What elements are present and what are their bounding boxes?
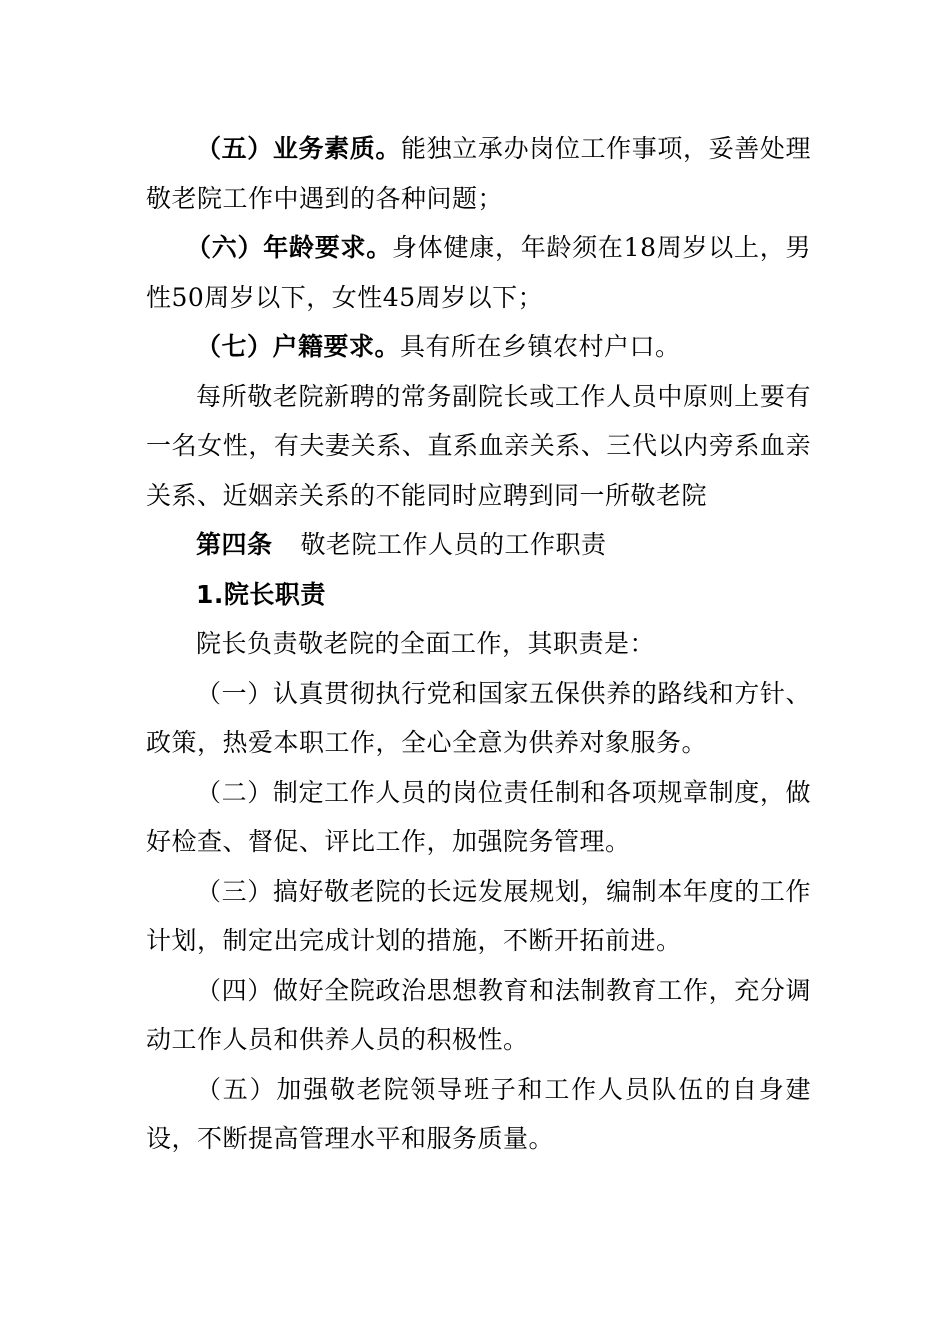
paragraph-text: 院长负责敬老院的全面工作，其职责是：: [196, 629, 656, 658]
paragraph-duty-three: [146, 867, 811, 966]
paragraph-lead: （七）户籍要求。: [196, 332, 401, 361]
paragraph-duty-two: [146, 768, 811, 867]
paragraph-text: 每所敬老院新聘的常务副院长或工作人员中原则上要有一名女性，有夫妻关系、直系血亲关系、三代以内旁系血亲关系、近姻亲关系的不能同时应聘到同一所敬老院: [146, 381, 811, 510]
paragraph-duty-five: [146, 1065, 811, 1164]
paragraph-business-quality: [146, 124, 811, 223]
document-body: [146, 124, 811, 1164]
paragraph-text: 能独立承办岗位工作事项，妥善处理敬老院工作中遇到的各种问题；: [146, 134, 811, 213]
paragraph-female-staff-rule: [146, 372, 811, 521]
section-title: 1.院长职责: [196, 579, 326, 609]
paragraph-duty-one: [146, 669, 811, 768]
paragraph-text: （三）搞好敬老院的长远发展规划，编制本年度的工作计划，制定出完成计划的措施，不断开拓前进。: [146, 876, 811, 955]
article-number: 第四条: [196, 530, 273, 559]
paragraph-text: 具有所在乡镇农村户口。: [400, 332, 681, 361]
paragraph-text: （二）制定工作人员的岗位责任制和各项规章制度，做好检查、督促、评比工作，加强院务管理。: [146, 777, 811, 856]
paragraph-lead: （六）年龄要求。: [186, 233, 392, 262]
article-title: 敬老院工作人员的工作职责: [300, 530, 607, 559]
paragraph-text: 身体健康，年龄须在18周岁以上，男性50周岁以下，女性45周岁以下；: [146, 233, 811, 312]
section-heading-director-duties: [146, 570, 811, 620]
paragraph-household-requirement: [146, 322, 811, 372]
paragraph-age-requirement: [146, 223, 811, 322]
paragraph-duty-four: [146, 966, 811, 1065]
paragraph-text: （五）加强敬老院领导班子和工作人员队伍的自身建设，不断提高管理水平和服务质量。: [146, 1074, 811, 1153]
paragraph-text: （四）做好全院政治思想教育和法制教育工作，充分调动工作人员和供养人员的积极性。: [146, 975, 811, 1054]
paragraph-text: （一）认真贯彻执行党和国家五保供养的路线和方针、政策，热爱本职工作，全心全意为供养对象服务。: [146, 678, 811, 757]
paragraph-director-intro: [146, 619, 811, 669]
article-four-heading: [146, 520, 811, 570]
paragraph-lead: （五）业务素质。: [196, 134, 402, 163]
